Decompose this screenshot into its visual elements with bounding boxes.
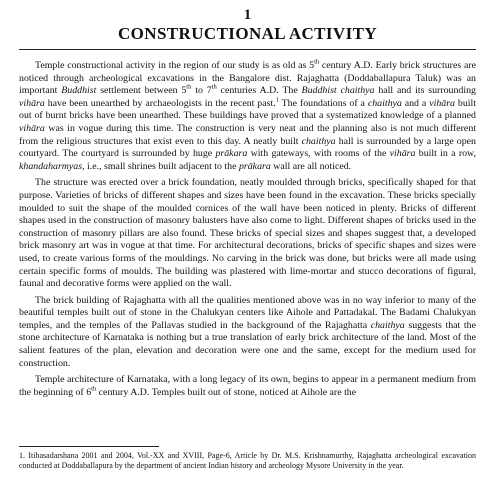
- text-run: have been unearthed by archaeologists in the recent past.: [44, 97, 276, 109]
- italic-term: khandaharmyas,: [19, 160, 85, 172]
- text-run: Temple architecture of Karnataka, with a long legacy of its own, begins to appear in a permanent medium from the beginning of 6: [19, 374, 476, 398]
- text-run: and a: [401, 97, 430, 109]
- text-run: was in vogue during this time. The construction is very neat and the planning also is not much different from the religious structures that exist even to this day. A neatly built: [19, 122, 476, 147]
- title-divider: [19, 49, 476, 50]
- italic-term: chaithya: [370, 319, 405, 331]
- chapter-number: 1: [243, 7, 252, 23]
- italic-term: chaithya: [367, 97, 402, 109]
- text-run: with gateways, with rooms of the: [247, 148, 390, 160]
- italic-term: vihāra: [19, 122, 45, 134]
- text-run: i.e., small shrines built adjacent to the: [84, 160, 239, 172]
- italic-term: vihāra: [429, 97, 455, 109]
- paragraph-2: [19, 177, 476, 290]
- text-run: suggests that the stone architecture of Karnataka is nothing but a true translation of early brick architecture of the land. Most of the salient features of the plan, elevation and decoration were one and the same, except for the medium used for construction.: [19, 319, 476, 369]
- body-text: [19, 60, 476, 399]
- italic-term: prākara: [215, 148, 248, 160]
- paragraph-1: [19, 60, 476, 173]
- superscript: th: [211, 83, 217, 91]
- paragraph-3: [19, 295, 476, 371]
- text-run: The structure was erected over a brick foundation, neatly moulded through bricks, specifically shaped for that purpose. Varieties of bricks of different shapes and sizes have been found in the excavation. These bricks specially moulded to suit the shape of the moulded cornices of the wall have been noticed in plenty. Bricks of different shapes used in the construction of masonry balusters have also come to light. Different shapes of bricks used in the construction of masonry pillars are also found. These bricks of special sizes and shapes suggest that, a developed brick masonry art was in vogue at that time. For architectural decorations, bricks of specific shapes and sizes were used, to create various forms of the mouldings. No carving in the brick was done, but bricks were all made using certain specific forms of moulds. The building was plastered with lime-mortar and stucco decorations of figural, faunal and decorative forms were applied on the wall.: [19, 177, 476, 290]
- italic-term: vihāra: [19, 97, 45, 109]
- italic-term: vihāra: [389, 148, 416, 160]
- superscript: th: [186, 83, 192, 91]
- text-run: built in a row,: [415, 148, 476, 160]
- chapter-title: CONSTRUCTIONAL ACTIVITY: [117, 24, 378, 43]
- superscript: 1: [275, 96, 279, 104]
- text-run: century A.D. Temples built out of stone, noticed at Aihole are the: [96, 386, 357, 398]
- footnote-divider: [19, 446, 159, 447]
- text-run: The brick building of Rajaghatta with all the qualities mentioned above was in no way inferior to many of the beautiful temples built out of stone in the Chalukyan centers like Aihole and Pattadakal. The Badami Chalukyan temples, and the temples of the Pallavas studied in the background of the Rajaghatta: [19, 294, 476, 331]
- paragraph-4: [19, 374, 476, 399]
- text-run: hall and its surrounding: [374, 85, 476, 97]
- superscript: th: [314, 58, 320, 66]
- italic-term: prākara: [238, 160, 271, 172]
- text-run: built out of burnt bricks have been unearthed. These buildings have proved that a systematized knowledge of a planned: [19, 97, 476, 122]
- superscript: th: [91, 385, 97, 393]
- footnote: 1. Itihasadarshana 2001 and 2004, Vol.-XX and XVIII, Page-6, Article by Dr. M.S. Krishnamurthy, Rajaghatta archeological excavation conducted at Doddaballapura by the department of ancient Indian history and archeology Mysore University in the year.: [19, 451, 476, 471]
- text-run: Temple constructional activity in the region of our study is as old as 5: [35, 60, 315, 71]
- text-run: centuries A.D. The: [216, 85, 302, 97]
- text-run: to 7: [191, 85, 212, 97]
- text-run: wall are all noticed.: [270, 160, 352, 172]
- text-run: hall is surrounded by a large open courtyard. The courtyard is surrounded by huge: [19, 135, 476, 160]
- italic-term: Buddhist: [61, 85, 97, 97]
- text-run: century A.D. Early brick structures are noticed through archeological excavations in the Bangalore dist. Rajaghatta (Doddaballapura Taluk) was an important: [19, 60, 476, 97]
- text-run: The foundations of a: [278, 97, 368, 109]
- italic-term: chaithya: [301, 135, 336, 147]
- text-run: settlement between 5: [96, 85, 187, 97]
- italic-term: Buddhist chaithya: [301, 85, 375, 97]
